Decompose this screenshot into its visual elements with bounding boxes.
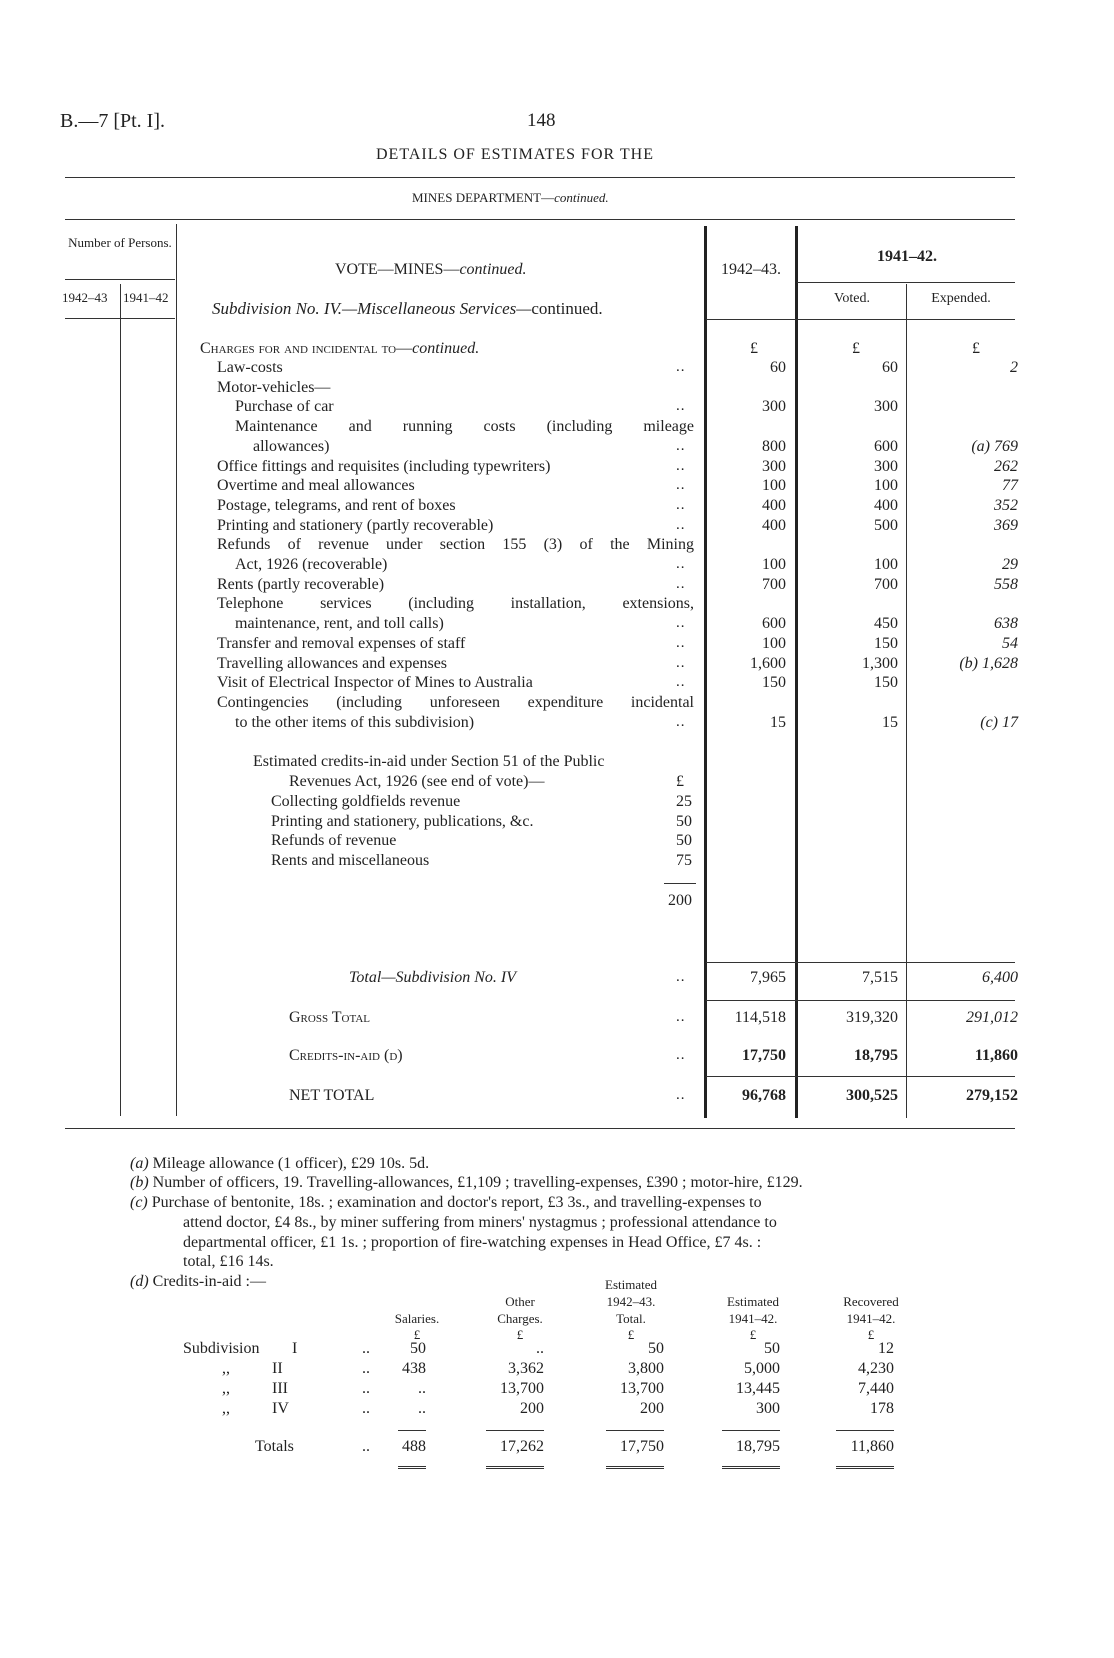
col-header-bottom-rule: [706, 319, 1015, 320]
ct-row-dots: ..: [362, 1340, 370, 1357]
total-expended-value: 11,860: [974, 1047, 1018, 1064]
item-voted-value: 450: [874, 615, 898, 632]
item-expended-value: (b) 1,628: [959, 655, 1018, 672]
item-voted-value: 400: [874, 497, 898, 514]
total-leader-dots: ..: [676, 1009, 686, 1025]
item-leader-dots: ..: [676, 674, 686, 690]
item-label: Purchase of car: [235, 398, 334, 415]
ct-est-header-2: 1942–43.: [606, 1294, 656, 1309]
ct-rule-est: [722, 1430, 780, 1431]
ct-row-est: 13,445: [736, 1380, 780, 1397]
item-label: Office fittings and requisites (including typewriters): [217, 458, 551, 475]
ct-row-salaries: ..: [418, 1400, 426, 1417]
ct-row-roman: I: [292, 1340, 298, 1357]
ct-row-rec: 4,230: [858, 1360, 894, 1377]
credits-total-rule: [664, 883, 696, 884]
credits-total: 200: [668, 892, 692, 909]
item-1942-value: 100: [762, 477, 786, 494]
item-expended-value: 2: [1010, 359, 1018, 376]
item-expended-value: 369: [994, 517, 1018, 534]
item-voted-value: 600: [874, 438, 898, 455]
total-leader-dots: ..: [676, 1047, 686, 1063]
ct-row-dots: ..: [362, 1400, 370, 1417]
item-label: Postage, telegrams, and rent of boxes: [217, 497, 456, 514]
item-expended-value: 77: [1002, 477, 1018, 494]
item-leader-dots: ..: [676, 556, 686, 572]
pound-voted: £: [852, 340, 860, 357]
ct-pound-total: £: [627, 1327, 635, 1342]
ct-row-label: ,,: [222, 1360, 230, 1377]
total-1942-value: 96,768: [742, 1087, 786, 1104]
charges-heading: Charges for and incidental to—continued.: [200, 340, 480, 357]
item-label: Contingencies (including unforeseen expenditure incidental: [217, 694, 694, 711]
ct-salaries-header: Salaries.: [394, 1311, 440, 1326]
persons-divider: [120, 284, 121, 1116]
ct-est41-header-1: Estimated: [727, 1294, 779, 1309]
total-label: NET TOTAL: [289, 1087, 375, 1104]
total-1942-value: 114,518: [734, 1009, 786, 1026]
page-ref: B.—7 [Pt. I].: [60, 110, 165, 132]
ct-totals-est: 18,795: [736, 1438, 780, 1455]
ct-row-total: 3,800: [628, 1360, 664, 1377]
subtotal-rule: [706, 1000, 1015, 1001]
total-voted-value: 7,515: [862, 969, 898, 986]
ct-row-total: 13,700: [620, 1380, 664, 1397]
item-voted-value: 700: [874, 576, 898, 593]
total-1942-value: 17,750: [742, 1047, 786, 1064]
item-1942-value: 100: [762, 635, 786, 652]
item-label: to the other items of this subdivision): [235, 714, 475, 731]
voted-expended-divider: [906, 284, 907, 1118]
table-bottom-rule: [65, 1128, 1015, 1129]
item-leader-dots: ..: [676, 635, 686, 651]
department-title: MINES DEPARTMENT—continued.: [412, 190, 609, 205]
item-expended-value: 558: [994, 576, 1018, 593]
item-expended-value: 54: [1002, 635, 1018, 652]
ct-row-est: 5,000: [744, 1360, 780, 1377]
item-voted-value: 1,300: [862, 655, 898, 672]
item-label: Visit of Electrical Inspector of Mines to Australia: [217, 674, 533, 691]
credit-line-value: 50: [676, 832, 692, 849]
ct-row-roman: IV: [272, 1400, 289, 1417]
item-1942-value: 300: [762, 458, 786, 475]
ct-dbl-rec: [836, 1466, 894, 1469]
item-voted-value: 500: [874, 517, 898, 534]
footnote-b: (b) Number of officers, 19. Travelling-allowances, £1,109 ; travelling-expenses, £390 ; motor-hire, £129.: [130, 1174, 803, 1191]
col-1942-header: 1942–43.: [721, 261, 781, 278]
item-leader-dots: ..: [676, 576, 686, 592]
item-label: Law-costs: [217, 359, 283, 376]
item-leader-dots: ..: [676, 655, 686, 671]
item-expended-value: (c) 17: [980, 714, 1018, 731]
subdivision-title: Subdivision No. IV.—Miscellaneous Services—continued.: [212, 299, 603, 318]
ct-dbl-est: [722, 1466, 780, 1469]
item-label: allowances): [253, 438, 330, 455]
ct-row-total: 50: [648, 1340, 664, 1357]
ct-est41-header-2: 1941–42.: [728, 1311, 778, 1326]
ct-pound-rec: £: [867, 1327, 875, 1342]
ct-pound-other: £: [516, 1327, 524, 1342]
footnote-c-line4: total, £16 14s.: [183, 1253, 274, 1270]
ct-row-roman: II: [272, 1360, 283, 1377]
ct-rec-header-2: 1941–42.: [846, 1311, 896, 1326]
pound-1942: £: [750, 340, 758, 357]
ct-est-header-1: Estimated: [605, 1277, 657, 1292]
page-number: 148: [527, 110, 556, 131]
item-leader-dots: ..: [676, 714, 686, 730]
total-voted-value: 319,320: [846, 1009, 898, 1026]
item-1942-value: 100: [762, 556, 786, 573]
ct-row-other: 3,362: [508, 1360, 544, 1377]
item-expended-value: (a) 769: [971, 438, 1018, 455]
item-voted-value: 100: [874, 556, 898, 573]
item-voted-value: 300: [874, 458, 898, 475]
credit-line-label: Rents and miscellaneous: [271, 852, 430, 869]
ct-row-roman: III: [272, 1380, 288, 1397]
item-expended-value: 262: [994, 458, 1018, 475]
credit-line-value: 50: [676, 813, 692, 830]
item-1942-value: 150: [762, 674, 786, 691]
footnote-d: (d) Credits-in-aid :—: [130, 1273, 266, 1290]
number-of-persons-header: Number of Persons.: [68, 235, 172, 250]
ct-row-rec: 12: [878, 1340, 894, 1357]
credit-line-label: Printing and stationery, publications, &c.: [271, 813, 534, 830]
total-expended-value: 291,012: [966, 1009, 1018, 1026]
credit-line-label: Collecting goldfields revenue: [271, 793, 461, 810]
item-1942-value: 600: [762, 615, 786, 632]
item-label: Transfer and removal expenses of staff: [217, 635, 466, 652]
item-1942-value: 400: [762, 497, 786, 514]
ct-pound-est: £: [749, 1327, 757, 1342]
item-voted-value: 100: [874, 477, 898, 494]
item-voted-value: 300: [874, 398, 898, 415]
col-1941-header-rule: [797, 282, 1015, 283]
ct-totals-rec: 11,860: [850, 1438, 894, 1455]
item-voted-value: 15: [882, 714, 898, 731]
item-1942-value: 800: [762, 438, 786, 455]
footnote-c: (c) Purchase of bentonite, 18s. ; examination and doctor's report, £3 3s., and travelling-expenses to: [130, 1194, 762, 1211]
total-voted-value: 18,795: [854, 1047, 898, 1064]
credit-line-value: 25: [676, 793, 692, 810]
item-label: Motor-vehicles—: [217, 379, 331, 396]
item-leader-dots: ..: [676, 615, 686, 631]
ct-totals-salaries: 488: [402, 1438, 426, 1455]
ct-est-header-3: Total.: [616, 1311, 646, 1326]
ct-row-salaries: ..: [418, 1380, 426, 1397]
vote-title: VOTE—MINES—continued.: [335, 261, 527, 278]
col-1942-right-border: [795, 226, 798, 1118]
net-total-rule: [706, 1076, 1015, 1077]
ct-row-dots: ..: [362, 1360, 370, 1377]
total-1942-value: 7,965: [750, 969, 786, 986]
totals-top-rule: [706, 962, 1015, 963]
ct-row-salaries: 438: [402, 1360, 426, 1377]
total-leader-dots: ..: [676, 1087, 686, 1103]
ct-dbl-other: [486, 1466, 544, 1469]
item-label: Telephone services (including installation, extensions,: [217, 595, 694, 612]
ct-totals-other: 17,262: [500, 1438, 544, 1455]
item-voted-value: 150: [874, 635, 898, 652]
item-label: Rents (partly recoverable): [217, 576, 385, 593]
item-1942-value: 15: [770, 714, 786, 731]
item-1942-value: 1,600: [750, 655, 786, 672]
item-voted-value: 150: [874, 674, 898, 691]
col-1941-header: 1941–42.: [877, 248, 937, 265]
item-1942-value: 300: [762, 398, 786, 415]
col-1942-left-border: [704, 226, 707, 1118]
footnote-c-line2: attend doctor, £4 8s., by miner suffering from miners' nystagmus ; professional attendance to: [183, 1214, 777, 1231]
item-label: Refunds of revenue under section 155 (3) of the Mining: [217, 536, 694, 553]
item-expended-value: 638: [994, 615, 1018, 632]
ct-dbl-total: [606, 1466, 664, 1469]
ct-totals-total: 17,750: [620, 1438, 664, 1455]
ct-row-dots: ..: [362, 1380, 370, 1397]
item-expended-value: 352: [994, 497, 1018, 514]
credits-heading-2: Revenues Act, 1926 (see end of vote)—: [289, 773, 545, 790]
item-leader-dots: ..: [676, 477, 686, 493]
item-leader-dots: ..: [676, 497, 686, 513]
persons-year-a: 1942–43: [62, 290, 108, 305]
total-leader-dots: ..: [676, 969, 686, 985]
credit-line-value: 75: [676, 852, 692, 869]
item-1942-value: 60: [770, 359, 786, 376]
credit-line-label: Refunds of revenue: [271, 832, 397, 849]
ct-row-label: ,,: [222, 1400, 230, 1417]
total-label: Credits-in-aid (d): [289, 1047, 403, 1064]
ct-other-header-1: Other: [505, 1294, 535, 1309]
expended-header: Expended.: [931, 291, 991, 306]
table-top-rule: [65, 219, 1015, 220]
ct-totals-dots: ..: [362, 1438, 370, 1455]
item-leader-dots: ..: [676, 438, 686, 454]
voted-header: Voted.: [834, 291, 870, 306]
item-label: Printing and stationery (partly recoverable): [217, 517, 494, 534]
ct-row-other: ..: [536, 1340, 544, 1357]
item-label: Travelling allowances and expenses: [217, 655, 448, 672]
header-rule: [65, 177, 1015, 178]
total-expended-value: 6,400: [982, 969, 1018, 986]
ct-row-rec: 178: [870, 1400, 894, 1417]
page-title: DETAILS OF ESTIMATES FOR THE: [376, 146, 654, 163]
ct-row-other: 13,700: [500, 1380, 544, 1397]
total-label: Gross Total: [289, 1009, 371, 1026]
persons-right-border: [176, 224, 177, 1116]
item-leader-dots: ..: [676, 359, 686, 375]
item-1942-value: 700: [762, 576, 786, 593]
credits-heading-1: Estimated credits-in-aid under Section 51 of the Public: [253, 753, 605, 770]
ct-row-salaries: 50: [410, 1340, 426, 1357]
item-label: Maintenance and running costs (including mileage: [235, 418, 694, 435]
item-voted-value: 60: [882, 359, 898, 376]
ct-rule-other: [486, 1430, 544, 1431]
item-leader-dots: ..: [676, 458, 686, 474]
ct-rule-salaries: [398, 1430, 426, 1431]
ct-rule-total: [606, 1430, 664, 1431]
footnote-a: (a) Mileage allowance (1 officer), £29 10s. 5d.: [130, 1155, 430, 1172]
footnote-c-line3: departmental officer, £1 1s. ; proportion of fire-watching expenses in Head Office, £7 4s. :: [183, 1234, 762, 1251]
ct-other-header-2: Charges.: [497, 1311, 543, 1326]
item-1942-value: 400: [762, 517, 786, 534]
ct-row-total: 200: [640, 1400, 664, 1417]
ct-totals-label: Totals: [255, 1438, 294, 1455]
ct-rule-rec: [836, 1430, 894, 1431]
item-label: Act, 1926 (recoverable): [235, 556, 388, 573]
credits-pound: £: [676, 773, 684, 790]
ct-row-label: ,,: [222, 1380, 230, 1397]
persons-header-rule: [65, 279, 175, 280]
total-expended-value: 279,152: [966, 1087, 1018, 1104]
ct-row-est: 300: [756, 1400, 780, 1417]
ct-row-label: Subdivision: [183, 1340, 260, 1357]
item-expended-value: 29: [1002, 556, 1018, 573]
ct-row-other: 200: [520, 1400, 544, 1417]
ct-row-est: 50: [764, 1340, 780, 1357]
persons-year-b: 1941–42: [123, 290, 169, 305]
total-voted-value: 300,525: [846, 1087, 898, 1104]
total-label: Total—Subdivision No. IV: [349, 969, 516, 986]
pound-expended: £: [972, 340, 980, 357]
ct-row-rec: 7,440: [858, 1380, 894, 1397]
ct-pound-salaries: £: [413, 1327, 421, 1342]
item-label: Overtime and meal allowances: [217, 477, 415, 494]
ct-dbl-salaries: [398, 1466, 426, 1469]
ct-rec-header-1: Recovered: [843, 1294, 899, 1309]
item-leader-dots: ..: [676, 517, 686, 533]
item-leader-dots: ..: [676, 398, 686, 414]
item-label: maintenance, rent, and toll calls): [235, 615, 444, 632]
